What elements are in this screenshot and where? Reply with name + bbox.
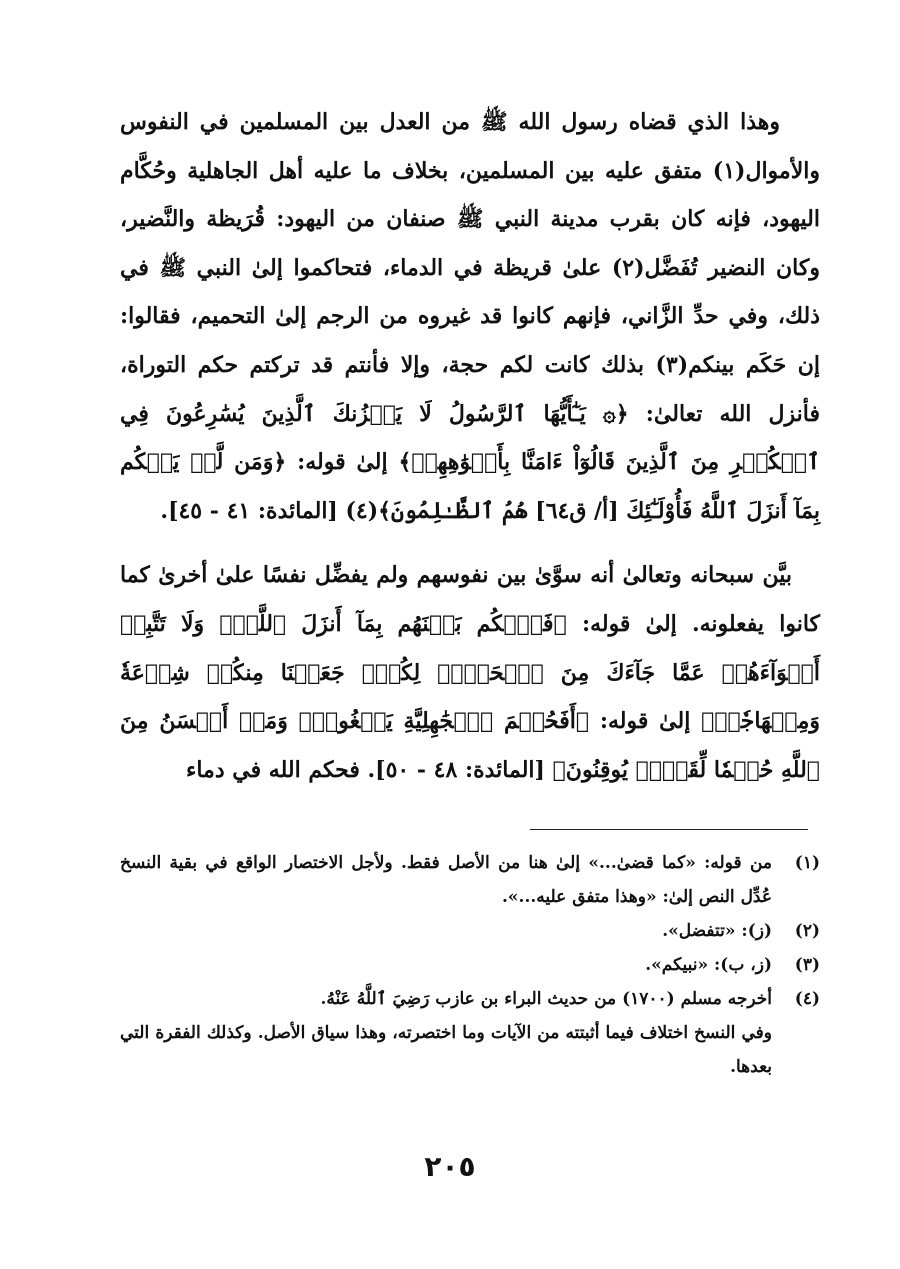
footnote-text: (ز، ب): «نبيكم».	[645, 955, 772, 975]
footnote-text: من قوله: «كما قضىٰ...» إلىٰ هنا من الأصل فقط. ولأجل الاختصار الواقع في بقية النسخ عُدِّل النص إلىٰ: «وهذا متفق عليه...».	[120, 853, 772, 907]
main-text	[120, 98, 820, 794]
footnote-number: (١)	[794, 853, 820, 873]
footnote-4-continuation: وفي النسخ اختلاف فيما أثبتته من الآيات وما اختصرته، وهذا سياق الأصل. وكذلك الفقرة التي بعدها.	[120, 1023, 772, 1077]
footnote-2	[120, 914, 820, 948]
paragraph-2: بيَّن سبحانه وتعالىٰ أنه سوَّىٰ بين نفوسهم ولم يفضِّل نفسًا علىٰ أخرىٰ كما كانوا يفعلونه. إلىٰ قوله: ﴿فَٱحۡكُم بَيۡنَهُم بِمَآ أَنزَلَ ٱللَّهُۖ وَلَا تَتَّبِعۡ أَهۡوَآءَهُمۡ عَمَّا جَآءَكَ مِنَ ٱلۡحَقِّۚ لِكُلّٖ جَعَلۡنَا مِنكُمۡ شِرۡعَةٗ وَمِنۡهَاجٗاۚ﴾ إلىٰ قوله: ﴿أَفَحُكۡمَ ٱلۡجَٰهِلِيَّةِ يَبۡغُونَۚ وَمَنۡ أَحۡسَنُ مِنَ ٱللَّهِ حُكۡمٗا لِّقَوۡمٖ يُوقِنُونَ﴾ [المائدة: ٤٨ - ٥٠]. فحكم الله في دماء	[120, 562, 820, 783]
footnote-1	[120, 846, 820, 914]
footnote-3	[120, 948, 820, 982]
paragraph-1: وهذا الذي قضاه رسول الله ﷺ من العدل بين المسلمين في النفوس والأموال(١) متفق عليه بين المسلمين، بخلاف ما عليه أهل الجاهلية وحُكَّام اليهود، فإنه كان بقرب مدينة النبي ﷺ صنفان من اليهود: قُرَيظة والنَّضير، وكان النضير تُفَضَّل(٢) علىٰ قريظة في الدماء، فتحاكموا إلىٰ النبي ﷺ في ذلك، وفي حدِّ الزَّاني، فإنهم كانوا قد غيروه من الرجم إلىٰ التحميم، فقالوا: إن حَكَم بينكم(٣) بذلك كانت لكم حجة، وإلا فأنتم قد تركتم حكم التوراة، فأنزل الله تعالىٰ: ﴿۞ يَـٰٓأَيُّهَا ٱلرَّسُولُ لَا يَحۡزُنكَ ٱلَّذِينَ يُسَٰرِعُونَ فِي ٱلۡكُفۡرِ مِنَ ٱلَّذِينَ قَالُوٓاْ ءَامَنَّا بِأَفۡوَٰهِهِمۡ﴾ إلىٰ قوله: ﴿وَمَن لَّمۡ يَحۡكُم بِمَآ أَنزَلَ ٱللَّهُ فَأُوْلَـٰٓئِكَ [أ/ ق٦٤] هُمُ ٱلظَّـٰلِمُونَ﴾(٤) [المائدة: ٤١ - ٤٥].	[120, 109, 820, 524]
footnote-number: (٤)	[794, 989, 820, 1009]
footnotes	[120, 846, 820, 1084]
page-number: ٢٠٥	[424, 1150, 476, 1183]
footnote-number: (٣)	[794, 955, 820, 975]
footnote-separator	[530, 829, 808, 830]
footnote-4	[120, 982, 820, 1016]
footnote-text: أخرجه مسلم (١٧٠٠) من حديث البراء بن عازب رَضِيَ ٱللَّهُ عَنْهُ.	[320, 989, 772, 1009]
footnote-number: (٢)	[794, 921, 820, 941]
footnote-text: (ز): «تتفضل».	[662, 921, 772, 941]
